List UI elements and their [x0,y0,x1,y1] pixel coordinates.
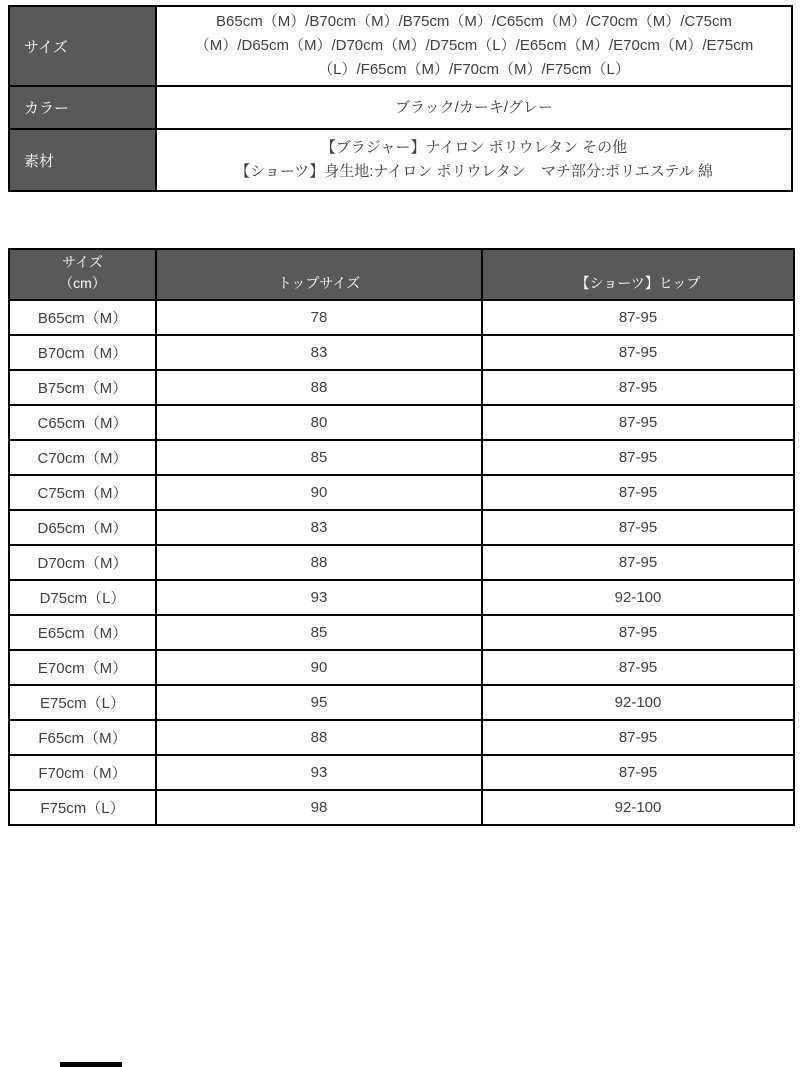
size-chart-cell-hip: 87-95 [482,475,794,510]
spec-row-value [156,86,792,129]
size-chart-cell-top: 85 [156,615,482,650]
size-chart-cell-size: E75cm（L） [9,685,156,720]
size-chart-cell-top: 88 [156,720,482,755]
size-chart-header [9,249,794,300]
size-chart-cell-top: 83 [156,335,482,370]
size-chart-row [9,440,794,475]
spec-row-value-line: 【ショーツ】身生地:ナイロン ポリウレタン マチ部分:ポリエステル 綿 [235,163,713,180]
size-chart-cell-size: D65cm（M） [9,510,156,545]
size-chart-cell-size: E70cm（M） [9,650,156,685]
size-chart-table [8,248,795,826]
size-chart-row [9,685,794,720]
size-chart-header-hip: 【ショーツ】ヒップ [482,249,794,300]
size-chart-row [9,790,794,825]
size-chart-cell-hip: 87-95 [482,370,794,405]
size-chart-row [9,510,794,545]
size-chart-row [9,370,794,405]
size-chart-cell-hip: 87-95 [482,545,794,580]
size-chart-row [9,650,794,685]
size-chart-cell-hip: 87-95 [482,300,794,335]
size-chart-cell-size: B65cm（M） [9,300,156,335]
size-chart-cell-size: C75cm（M） [9,475,156,510]
size-chart-cell-size: F75cm（L） [9,790,156,825]
size-chart-row [9,615,794,650]
size-chart-header-top: トップサイズ [156,249,482,300]
size-chart-cell-top: 83 [156,510,482,545]
size-chart-cell-top: 90 [156,650,482,685]
size-chart-row [9,335,794,370]
spec-table [8,5,793,192]
size-chart-cell-size: C65cm（M） [9,405,156,440]
size-chart-cell-top: 90 [156,475,482,510]
size-chart-cell-hip: 87-95 [482,755,794,790]
size-chart-cell-size: C70cm（M） [9,440,156,475]
spec-row [9,86,792,129]
spec-row-value-line: B65cm（M）/B70cm（M）/B75cm（M）/C65cm（M）/C70cm（M）/C75cm（M）/D65cm（M）/D70cm（M）/D75cm（L）/E65cm（M）/E70cm（M）/E75cm（L）/F65cm（M）/F70cm（M）/F75cm（L） [194,13,754,78]
size-chart-cell-hip: 92-100 [482,580,794,615]
spec-row-value [156,6,792,86]
spec-row-label: サイズ [9,6,156,86]
size-chart-cell-size: F65cm（M） [9,720,156,755]
size-chart-header-size [9,249,156,300]
spec-row [9,6,792,86]
spec-row-value [156,129,792,191]
size-chart-cell-hip: 87-95 [482,335,794,370]
size-chart-cell-size: B75cm（M） [9,370,156,405]
spec-row-label: 素材 [9,129,156,191]
size-chart-cell-top: 95 [156,685,482,720]
size-chart-cell-top: 98 [156,790,482,825]
size-chart-cell-size: D70cm（M） [9,545,156,580]
size-chart-cell-hip: 87-95 [482,510,794,545]
size-chart-header-size-line2: （cm） [59,275,106,291]
size-chart-cell-hip: 87-95 [482,650,794,685]
size-chart-cell-top: 80 [156,405,482,440]
cropped-next-table-edge [60,1062,122,1067]
size-chart-cell-top: 93 [156,755,482,790]
size-chart-cell-hip: 92-100 [482,790,794,825]
size-chart-cell-hip: 87-95 [482,615,794,650]
size-chart-header-row [9,249,794,300]
size-chart-row [9,475,794,510]
spec-table-body [9,6,792,191]
size-chart-cell-top: 85 [156,440,482,475]
spec-row-label: カラー [9,86,156,129]
size-chart-cell-top: 88 [156,545,482,580]
size-chart-row [9,580,794,615]
size-chart-row [9,755,794,790]
size-chart-cell-top: 88 [156,370,482,405]
size-chart-cell-hip: 87-95 [482,405,794,440]
size-chart-cell-size: F70cm（M） [9,755,156,790]
size-chart-cell-top: 93 [156,580,482,615]
size-chart-cell-top: 78 [156,300,482,335]
spec-row-value-line: 【ブラジャー】ナイロン ポリウレタン その他 [320,139,628,156]
size-chart-row [9,300,794,335]
size-chart-row [9,545,794,580]
size-chart-row [9,720,794,755]
size-chart-cell-hip: 92-100 [482,685,794,720]
size-chart-cell-size: B70cm（M） [9,335,156,370]
size-chart-row [9,405,794,440]
spec-row [9,129,792,191]
size-chart-header-size-line1: サイズ [62,254,103,270]
size-chart-cell-size: E65cm（M） [9,615,156,650]
size-chart-body [9,300,794,825]
size-chart-cell-hip: 87-95 [482,720,794,755]
size-chart-cell-hip: 87-95 [482,440,794,475]
size-chart-cell-size: D75cm（L） [9,580,156,615]
spec-row-value-line: ブラック/カーキ/グレー [394,98,554,116]
